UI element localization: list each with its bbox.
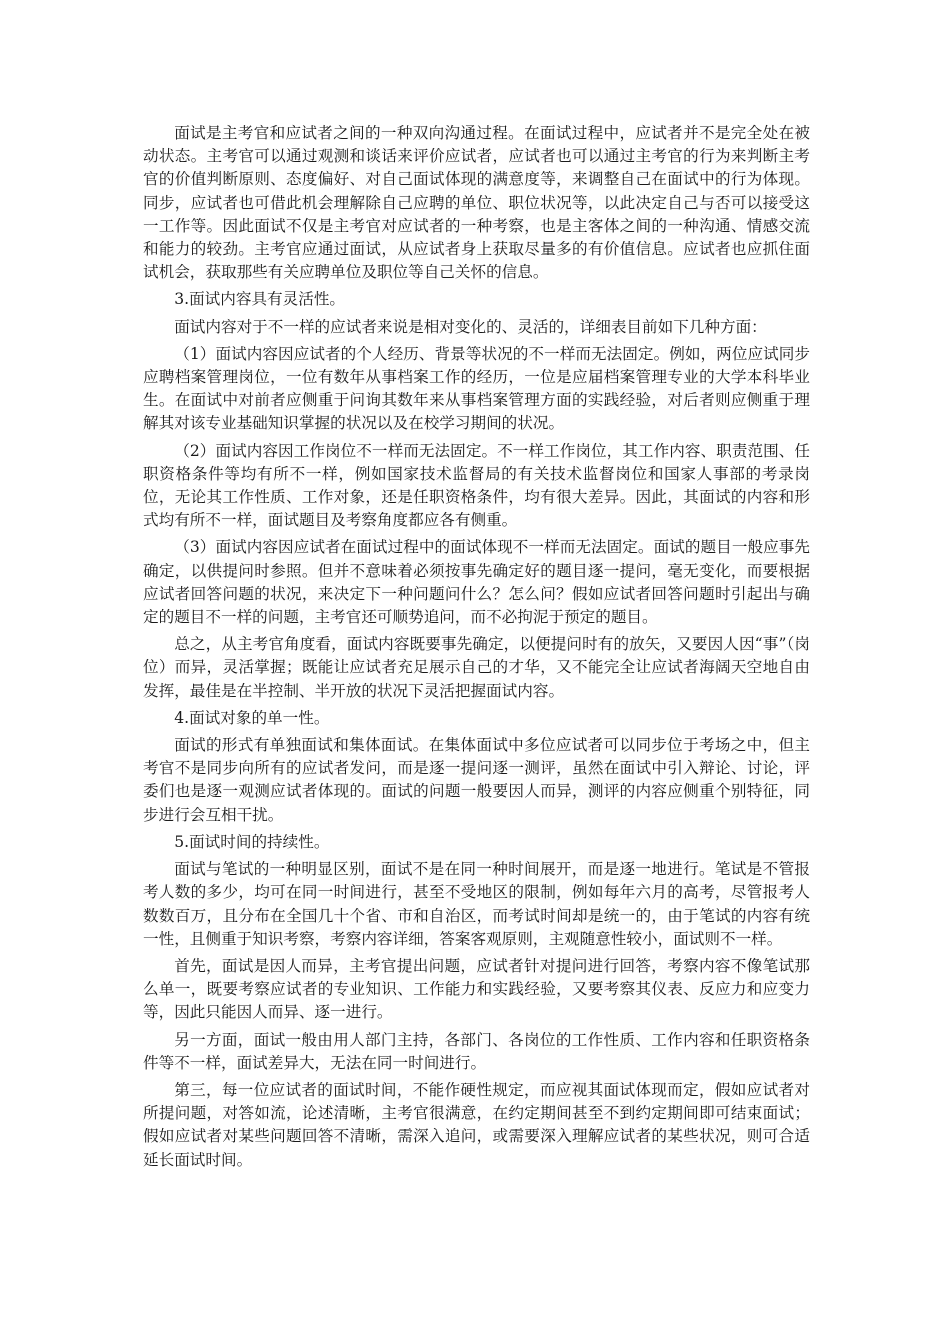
heading-content-flexibility: 3.面试内容具有灵活性。: [174, 290, 346, 309]
paragraph-content-intro: 面试内容对于不一样的应试者来说是相对变化的、灵活的，详细表目前如下几种方面：: [174, 317, 767, 336]
paragraph-third-reason: 第三，每一位应试者的面试时间，不能作硬性规定，而应视其面试体现而定，假如应试者对所提问题，对答如流，论述清晰，主考官很满意，在约定期间甚至不到约定期间即可结束面试；假如应试者对某些问题回答不清晰，需深入追问，或需要深入理解应试者的某些状况，则可合适延长面试时间。: [143, 1080, 810, 1169]
heading-single-object: 4.面试对象的单一性。: [174, 708, 330, 727]
paragraph-two-way-communication: 面试是主考官和应试者之间的一种双向沟通过程。在面试过程中，应试者并不是完全处在被动状态。主考官可以通过观测和谈话来评价应试者，应试者也可以通过主考官的行为来判断主考官的价值判断原则、态度偏好、对自己面试体现的满意度等，来调整自己在面试中的行为体现。同步，应试者也可借此机会理解除自己应聘的单位、职位状况等，以此决定自己与否可以接受这一工作等。因此面试不仅是主考官对应试者的一种考察，也是主客体之间的一种沟通、情感交流和能力的较劲。主考官应通过面试，从应试者身上获取尽量多的有价值信息。应试者也应抓住面试机会，获取那些有关应聘单位及职位等自己关怀的信息。: [143, 124, 810, 282]
document-body: [143, 122, 810, 1172]
paragraph-written-vs-interview: 面试与笔试的一种明显区别，面试不是在同一种时间展开，而是逐一地进行。笔试是不管报考人数的多少，均可在同一时间进行，甚至不受地区的限制，例如每年六月的高考，尽管报考人数数百万，且分布在全国几十个省、市和自治区，而考试时间却是统一的，由于笔试的内容有统一性，且侧重于知识考察，考察内容详细，答案客观原则，主观随意性较小，面试则不一样。: [143, 860, 810, 948]
list-item-interview-performance: （3）面试内容因应试者在面试过程中的面试体现不一样而无法固定。面试的题目一般应事先确定，以供提问时参照。但并不意味着必须按事先确定好的题目逐一提问，毫无变化，而要根据应试者回答问题的状况，来决定下一种问题问什么？怎么问？假如应试者回答问题时引起出与确定的题目不一样的问题，主考官还可顺势追问，而不必拘泥于预定的题目。: [143, 538, 810, 627]
list-item-applicant-background: （1）面试内容因应试者的个人经历、背景等状况的不一样而无法固定。例如，两位应试同步应聘档案管理岗位，一位有数年从事档案工作的经历，一位是应届档案管理专业的大学本科毕业生。在面试中对前者应侧重于问询其数年来从事档案管理方面的实践经验，对后者则应侧重于理解其对该专业基础知识掌握的状况以及在校学习期间的状况。: [143, 344, 810, 433]
list-item-job-position: （2）面试内容因工作岗位不一样而无法固定。不一样工作岗位，其工作内容、职责范围、任职资格条件等均有所不一样，例如国家技术监督局的有关技术监督岗位和国家人事部的考录岗位，无论其工作性质、工作对象，还是任职资格条件，均有很大差异。因此，其面试的内容和形式均有所不一样，面试题目及考察角度都应各有侧重。: [143, 441, 810, 530]
paragraph-interview-forms: 面试的形式有单独面试和集体面试。在集体面试中多位应试者可以同步位于考场之中，但主考官不是同步向所有的应试者发问，而是逐一提问逐一测评，虽然在面试中引入辩论、讨论，评委们也是逐一观测应试者体现的。面试的问题一般要因人而异，测评的内容应侧重个别特征，同步进行会互相干扰。: [143, 736, 810, 824]
heading-time-continuity: 5.面试时间的持续性。: [174, 832, 330, 851]
paragraph-first-reason: 首先，面试是因人而异，主考官提出问题，应试者针对提问进行回答，考察内容不像笔试那么单一，既要考察应试者的专业知识、工作能力和实践经验，又要考察其仪表、反应力和应变力等，因此只能因人而异、逐一进行。: [143, 956, 810, 1022]
paragraph-summary: 总之，从主考官角度看，面试内容既要事先确定，以便提问时有的放矢，又要因人因“事”（岗位）而异，灵活掌握；既能让应试者充足展示自己的才华，又不能完全让应试者海阔天空地自由发挥，最佳是在半控制、半开放的状况下灵活把握面试内容。: [143, 635, 810, 700]
paragraph-second-reason: 另一方面，面试一般由用人部门主持，各部门、各岗位的工作性质、工作内容和任职资格条件等不一样，面试差异大，无法在同一时间进行。: [143, 1030, 810, 1072]
